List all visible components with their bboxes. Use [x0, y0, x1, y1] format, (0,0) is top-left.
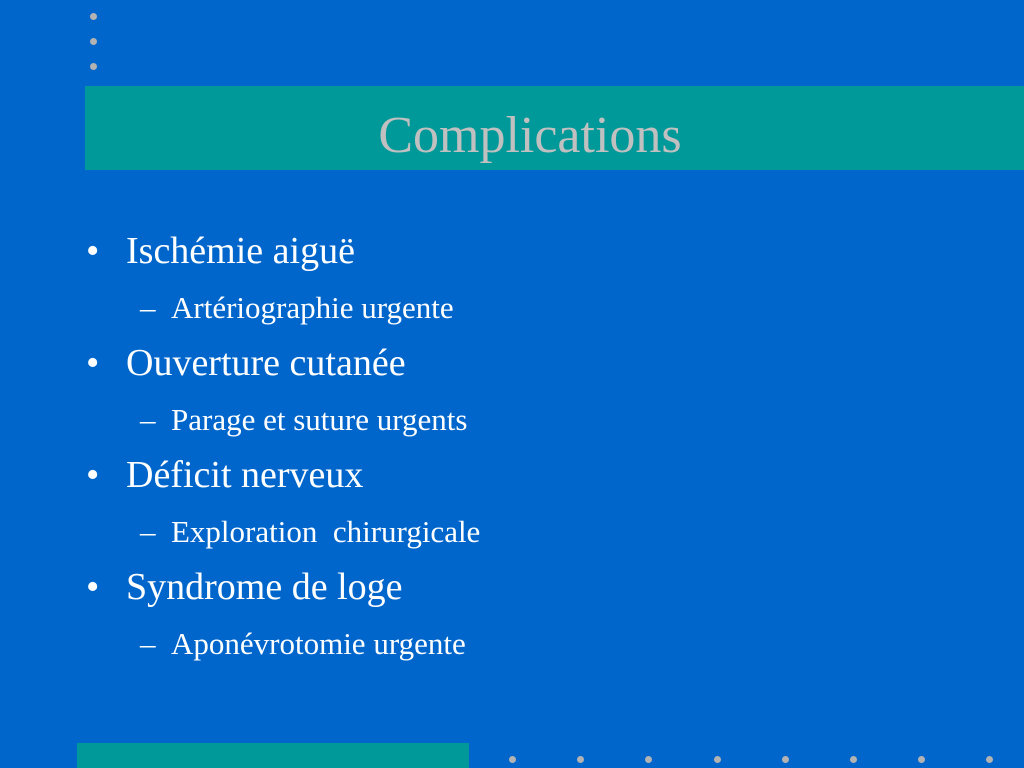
- bullet-marker: •: [86, 454, 100, 496]
- decor-dot: [509, 756, 516, 763]
- decor-dot: [918, 756, 925, 763]
- decor-dot: [90, 13, 97, 20]
- sub-marker: –: [140, 290, 156, 325]
- sub-label: Artériographie urgente: [171, 290, 454, 325]
- sub-label: Aponévrotomie urgente: [171, 626, 466, 661]
- sub-label: Parage et suture urgents: [171, 402, 468, 437]
- bullet-marker: •: [86, 230, 100, 272]
- sub-label: Exploration chirurgicale: [171, 514, 481, 549]
- bullet-label: Ischémie aiguë: [126, 230, 355, 272]
- decor-dot: [645, 756, 652, 763]
- decor-dot: [90, 63, 97, 70]
- decor-dot: [714, 756, 721, 763]
- slide-title: Complications: [378, 107, 682, 164]
- bullet-label: Syndrome de loge: [126, 566, 403, 608]
- decor-dot: [850, 756, 857, 763]
- decor-dot: [577, 756, 584, 763]
- bullet-label: Déficit nerveux: [126, 454, 364, 496]
- decor-dot: [782, 756, 789, 763]
- bullet-marker: •: [86, 342, 100, 384]
- sub-marker: –: [140, 514, 156, 549]
- sub-marker: –: [140, 402, 156, 437]
- bullet-label: Ouverture cutanée: [126, 342, 406, 384]
- decor-dot: [90, 38, 97, 45]
- decor-dot: [986, 756, 993, 763]
- sub-marker: –: [140, 626, 156, 661]
- bullet-marker: •: [86, 566, 100, 608]
- bottom-band: [77, 743, 469, 768]
